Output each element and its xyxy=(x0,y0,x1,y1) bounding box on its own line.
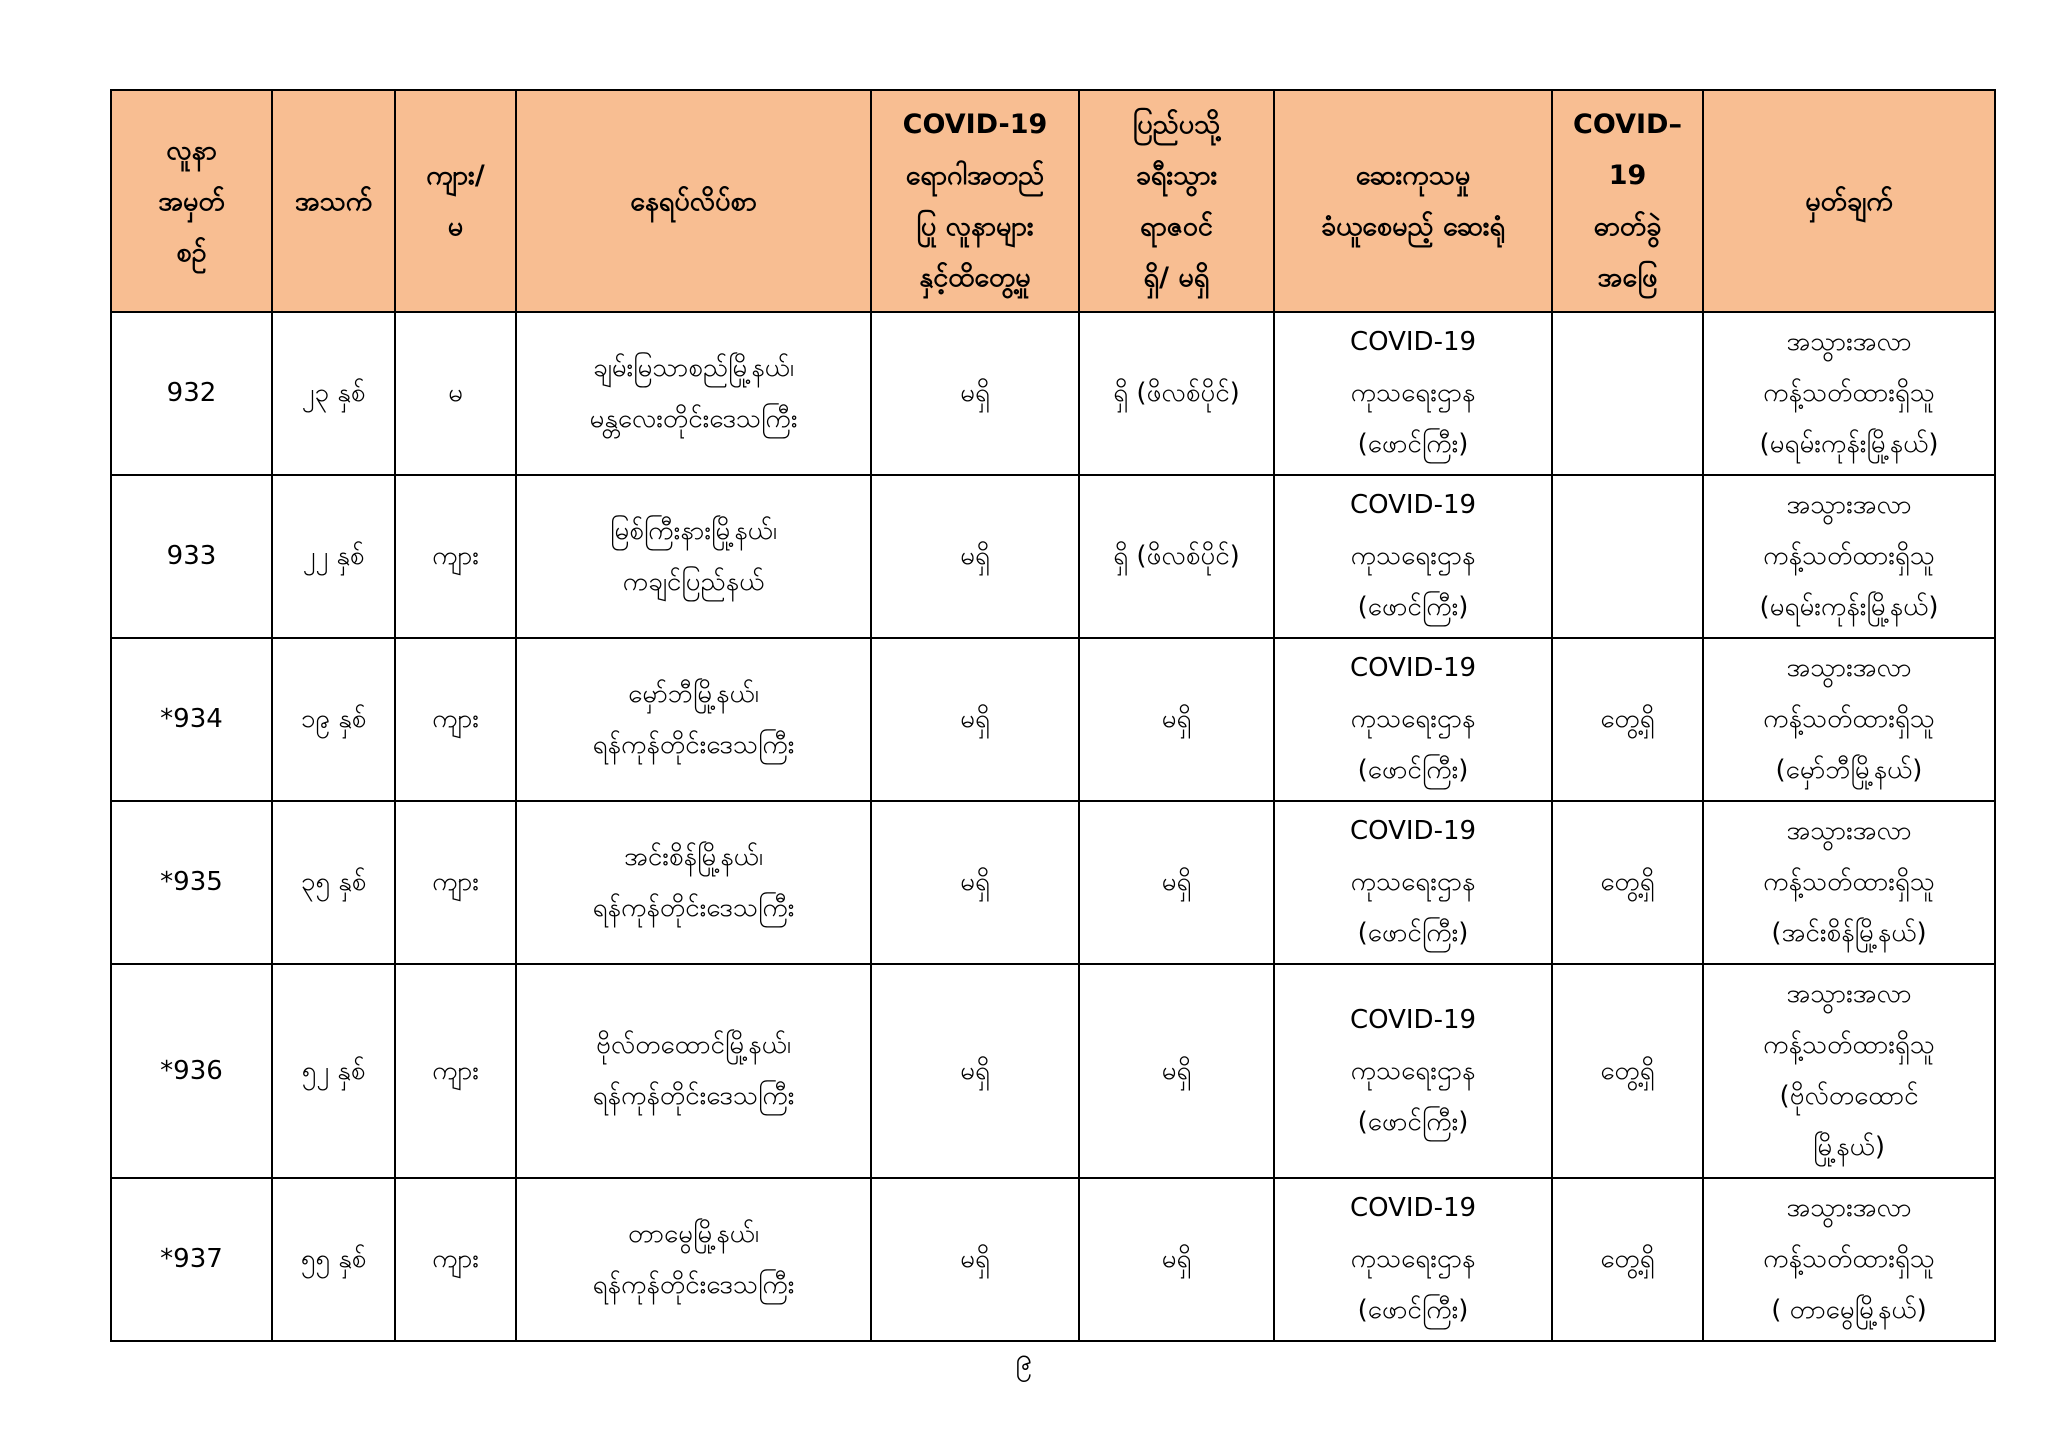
cell-sex: မ xyxy=(395,312,516,475)
cell-contact: မရှိ xyxy=(871,1178,1079,1341)
table-row xyxy=(111,964,1995,1178)
cell-travel: မရှိ xyxy=(1079,964,1274,1178)
cell-remarks: အသွားအလာ ကန့်သတ်ထားရှိသူ (မရမ်းကုန်းမြို့နယ်) xyxy=(1703,475,1995,638)
cell-patient-number: 932 xyxy=(111,312,272,475)
header-travel-history: ပြည်ပသို့ ခရီးသွား ရာဇဝင် ရှိ/ မရှိ xyxy=(1079,90,1274,312)
cell-age: ၃၅ နှစ် xyxy=(272,801,395,964)
table-row xyxy=(111,475,1995,638)
cell-travel: မရှိ xyxy=(1079,1178,1274,1341)
header-address: နေရပ်လိပ်စာ xyxy=(516,90,871,312)
cell-contact: မရှိ xyxy=(871,638,1079,801)
cell-travel: ရှိ (ဖိလစ်ပိုင်) xyxy=(1079,312,1274,475)
covid-cases-table xyxy=(110,89,1996,1342)
cell-remarks: အသွားအလာ ကန့်သတ်ထားရှိသူ (ဗိုလ်တထောင် မြို့နယ်) xyxy=(1703,964,1995,1178)
cell-sex: ကျား xyxy=(395,964,516,1178)
cell-age: ၅၅ နှစ် xyxy=(272,1178,395,1341)
cell-lab-result xyxy=(1552,475,1703,638)
cell-lab-result: တွေ့ရှိ xyxy=(1552,1178,1703,1341)
header-sex: ကျား/ မ xyxy=(395,90,516,312)
cell-patient-number: 933 xyxy=(111,475,272,638)
cell-remarks: အသွားအလာ ကန့်သတ်ထားရှိသူ (အင်းစိန်မြို့နယ်) xyxy=(1703,801,1995,964)
cell-lab-result xyxy=(1552,312,1703,475)
cell-patient-number: *935 xyxy=(111,801,272,964)
cell-remarks: အသွားအလာ ကန့်သတ်ထားရှိသူ ( တာမွေမြို့နယ်) xyxy=(1703,1178,1995,1341)
cell-contact: မရှိ xyxy=(871,964,1079,1178)
cell-address: ဗိုလ်တထောင်မြို့နယ်၊ ရန်ကုန်တိုင်းဒေသကြီး xyxy=(516,964,871,1178)
table-header-row xyxy=(111,90,1995,312)
cell-travel: မရှိ xyxy=(1079,638,1274,801)
cell-address: ချမ်းမြသာစည်မြို့နယ်၊ မန္တလေးတိုင်းဒေသကြီး xyxy=(516,312,871,475)
cell-sex: ကျား xyxy=(395,801,516,964)
table-row xyxy=(111,801,1995,964)
cell-address: တာမွေမြို့နယ်၊ ရန်ကုန်တိုင်းဒေသကြီး xyxy=(516,1178,871,1341)
cell-hospital: COVID-19 ကုသရေးဌာန (ဖောင်ကြီး) xyxy=(1274,638,1552,801)
cell-contact: မရှိ xyxy=(871,801,1079,964)
cell-remarks: အသွားအလာ ကန့်သတ်ထားရှိသူ (မရမ်းကုန်းမြို့နယ်) xyxy=(1703,312,1995,475)
table-row xyxy=(111,312,1995,475)
cell-address: မှော်ဘီမြို့နယ်၊ ရန်ကုန်တိုင်းဒေသကြီး xyxy=(516,638,871,801)
cell-hospital: COVID-19 ကုသရေးဌာန (ဖောင်ကြီး) xyxy=(1274,1178,1552,1341)
cell-address: မြစ်ကြီးနားမြို့နယ်၊ ကချင်ပြည်နယ် xyxy=(516,475,871,638)
header-contact-with-confirmed: COVID-19 ရောဂါအတည် ပြု လူနာများ နှင့်ထိတွေ့မှု xyxy=(871,90,1079,312)
cell-lab-result: တွေ့ရှိ xyxy=(1552,801,1703,964)
cell-sex: ကျား xyxy=(395,1178,516,1341)
cell-hospital: COVID-19 ကုသရေးဌာန (ဖောင်ကြီး) xyxy=(1274,312,1552,475)
cell-sex: ကျား xyxy=(395,475,516,638)
cell-patient-number: *934 xyxy=(111,638,272,801)
cell-contact: မရှိ xyxy=(871,312,1079,475)
cell-hospital: COVID-19 ကုသရေးဌာန (ဖောင်ကြီး) xyxy=(1274,964,1552,1178)
cell-patient-number: *937 xyxy=(111,1178,272,1341)
header-hospital: ဆေးကုသမှု ခံယူစေမည့် ဆေးရုံ xyxy=(1274,90,1552,312)
cell-age: ၂၃ နှစ် xyxy=(272,312,395,475)
cell-travel: မရှိ xyxy=(1079,801,1274,964)
cell-hospital: COVID-19 ကုသရေးဌာန (ဖောင်ကြီး) xyxy=(1274,801,1552,964)
cell-remarks: အသွားအလာ ကန့်သတ်ထားရှိသူ (မှော်ဘီမြို့နယ်) xyxy=(1703,638,1995,801)
cell-age: ၁၉ နှစ် xyxy=(272,638,395,801)
cell-travel: ရှိ (ဖိလစ်ပိုင်) xyxy=(1079,475,1274,638)
page-number: ၉ xyxy=(1015,1342,1033,1377)
cell-lab-result: တွေ့ရှိ xyxy=(1552,638,1703,801)
cell-contact: မရှိ xyxy=(871,475,1079,638)
header-age: အသက် xyxy=(272,90,395,312)
cell-hospital: COVID-19 ကုသရေးဌာန (ဖောင်ကြီး) xyxy=(1274,475,1552,638)
table-row xyxy=(111,638,1995,801)
header-lab-result: COVID– 19 ဓာတ်ခွဲ အဖြေ xyxy=(1552,90,1703,312)
cell-sex: ကျား xyxy=(395,638,516,801)
header-remarks: မှတ်ချက် xyxy=(1703,90,1995,312)
cell-age: ၅၂ နှစ် xyxy=(272,964,395,1178)
cell-patient-number: *936 xyxy=(111,964,272,1178)
header-patient-number: လူနာ အမှတ် စဉ် xyxy=(111,90,272,312)
cell-lab-result: တွေ့ရှိ xyxy=(1552,964,1703,1178)
table-row xyxy=(111,1178,1995,1341)
cell-address: အင်းစိန်မြို့နယ်၊ ရန်ကုန်တိုင်းဒေသကြီး xyxy=(516,801,871,964)
cell-age: ၂၂ နှစ် xyxy=(272,475,395,638)
